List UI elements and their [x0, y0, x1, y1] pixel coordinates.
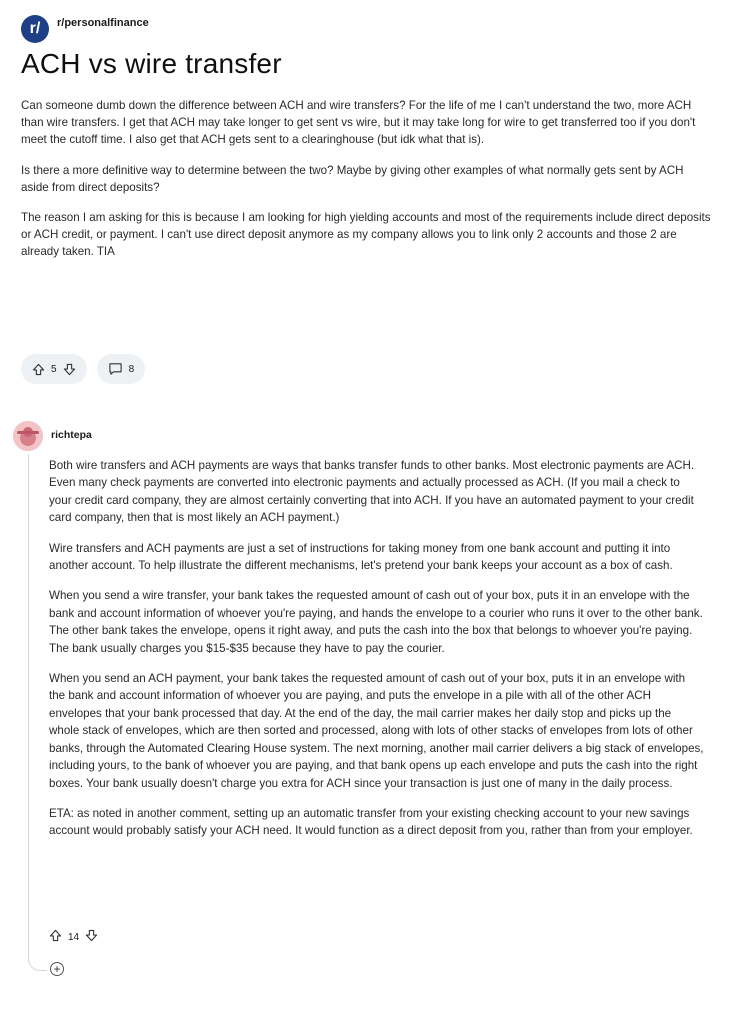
thread-line-curve: [28, 950, 47, 971]
post-title: ACH vs wire transfer: [21, 48, 282, 79]
arrow-down-icon[interactable]: [63, 363, 76, 376]
thread-line[interactable]: [28, 454, 29, 962]
comment-paragraph: When you send a wire transfer, your bank takes the requested amount of cash out of your box, puts it in an envelope with the bank and account information of whoever you're paying, and hands the envelope to a courier who runs it over to the other bank. The other bank takes the envelope, opens it right away, and puts the cash into the box that belongs to whoever you're paying. The bank usually charges you $15-$35 because they have to pay the courier.: [49, 589, 703, 655]
comment-actions: [49, 929, 98, 945]
comment-bubble-icon: [108, 362, 123, 376]
vote-count: 5: [51, 363, 57, 375]
post-actions: [21, 354, 145, 384]
comment-paragraph: ETA: as noted in another comment, setting up an automatic transfer from your existing checking account to your new savings account would probably satisfy your ACH need. It would function as a direct deposit from you, rather than from your employer.: [49, 806, 693, 838]
post-paragraph: Is there a more definitive way to determine between the two? Maybe by giving other examples of what normally gets sent by ACH aside from direct deposits?: [21, 163, 684, 194]
post-header: [21, 15, 149, 43]
plus-circle-icon[interactable]: +: [50, 962, 64, 976]
comment-vote-count: 14: [68, 931, 80, 943]
comment-paragraph: When you send an ACH payment, your bank takes the requested amount of cash out of your box, puts it in an envelope with the bank and account information of whoever you are paying, and puts the envelope in a pile with all of the other ACH envelopes that your bank processed that day. At the end of the day, the mail carrier makes her daily stop and picks up the whole stack of envelopes, which are then sorted and processed, along with lots of other stacks of envelopes from lots of other banks, through the Automated Clearing House system. The next morning, another mail carrier delivers a big stack of envelopes, including yours, to the bank of whoever you are paying, and that bank opens up each envelope and puts the cash into the right boxes. Your bank usually doesn't charge you extra for ACH since your transaction is just one of many in the daily process.: [49, 672, 704, 790]
arrow-down-icon[interactable]: [85, 929, 98, 945]
vote-pill: [21, 354, 87, 384]
comments-button[interactable]: [97, 354, 146, 384]
post-paragraph: Can someone dumb down the difference between ACH and wire transfers? For the life of me I can't understand the two, more ACH than wire transfers. I get that ACH may take longer to get sent vs wire, but it may take long for wire to get transferred too if you don't meet the cutoff time. I also get that ACH gets sent to a clearinghouse (but idk what that is).: [21, 99, 696, 147]
comment-paragraph: Wire transfers and ACH payments are just a set of instructions for taking money from one bank account and putting it into another account. To help illustrate the different mechanisms, let's pretend your bank keeps your account as a box of cash.: [49, 541, 673, 573]
subreddit-avatar[interactable]: r/: [21, 15, 49, 43]
comment-author[interactable]: richtepa: [51, 429, 92, 441]
arrow-up-icon[interactable]: [32, 363, 45, 376]
avatar[interactable]: [13, 421, 43, 451]
comment-paragraph: Both wire transfers and ACH payments are ways that banks transfer funds to other banks. Most electronic payments are ACH. Even many check payments are converted into electronic payments and actually processed as ACH. (If you mail a check to your credit card company, they are almost certainly converting that into ACH. If you have an automated payment to your credit card company, then that is most likely an ACH payment.): [49, 459, 695, 525]
arrow-up-icon[interactable]: [49, 929, 62, 945]
post-body: [21, 97, 711, 274]
post-paragraph: The reason I am asking for this is because I am looking for high yielding accounts and most of the requirements include direct deposits or ACH credit, or payment. I can't use direct deposit anymore as my company allows you to link only 2 accounts and those 2 are already taken. TIA: [21, 211, 711, 259]
comment-body: [49, 457, 704, 853]
comment-count: 8: [128, 363, 135, 375]
subreddit-name[interactable]: r/personalfinance: [57, 17, 149, 29]
